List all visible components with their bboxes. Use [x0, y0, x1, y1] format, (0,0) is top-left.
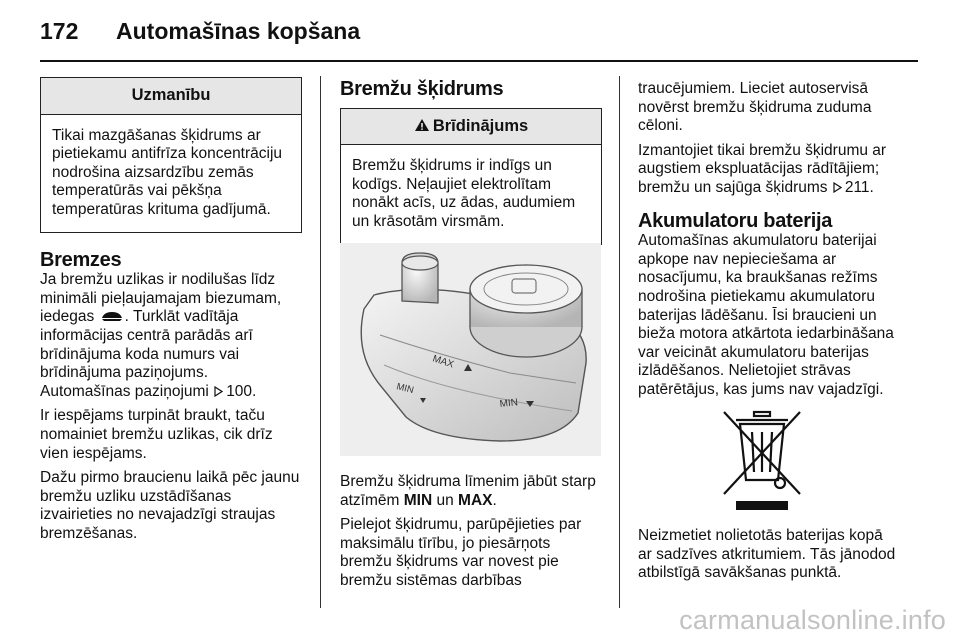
section-heading-brakes: Bremzes — [40, 248, 122, 271]
caution-text — [41, 115, 301, 232]
warning-title: Brīdinājums — [341, 109, 601, 146]
watermark: carmanualsonline.info — [679, 605, 946, 635]
warning-text — [341, 145, 601, 243]
column-divider — [320, 76, 321, 608]
column-2 — [340, 80, 602, 245]
text-line: temperatūrās vai pēkšņa — [52, 182, 222, 200]
crossed-out-wheelie-bin-icon — [718, 406, 806, 514]
paragraph: traucējumiem. Lieciet autoservisā novērst bremžu šķidruma zuduma cēloni. — [638, 80, 872, 135]
page-reference[interactable]: 211. — [844, 178, 874, 196]
paragraph: Izmantojiet tikai bremžu šķidrumu ar augstiem ekspluatācijas rādītājiem; bremžu un sajūga šķidrums 211. — [638, 141, 887, 196]
caution-title: Uzmanību — [41, 78, 301, 115]
page-reference[interactable]: 100. — [226, 382, 257, 400]
paragraph: Dažu pirmo braucienu laikā pēc jaunu bremžu uzliku uzstādīšanas izvairieties no nevajadzīgi straujas bremzēšanas. — [40, 469, 300, 542]
section-heading-brake-fluid: Bremžu šķidrums — [340, 78, 504, 100]
brake-pad-warning-icon — [101, 310, 123, 322]
warning-triangle-icon — [414, 118, 430, 132]
text-line: temperatūras krituma gadījumā. — [52, 200, 271, 218]
text-line: kodīgs. Neļaujiet elektrolītam — [352, 175, 552, 193]
paragraph: Neizmetiet nolietotās baterijas kopā ar sadzīves atkritumiem. Tās jānodod atbilstīgā savākšanas punktā. — [638, 527, 896, 582]
text-line: un krāsotām virsmām. — [352, 212, 505, 230]
text-line: Tikai mazgāšanas šķidrums ar — [52, 126, 261, 144]
text-line: nodrošina aizsardzību zemās — [52, 163, 254, 181]
header-rule — [40, 60, 918, 62]
paragraph: Pielejot šķidrumu, parūpējieties par maksimālu tīrību, jo piesārņots bremžu šķidrums var novest pie bremžu sistēmas darbības — [340, 516, 582, 589]
paragraph: Automašīnas akumulatoru baterijai apkope nav nepieciešama ar nosacījumu, ka braukšanas režīms nodrošina pietiekamu akumulatoru baterijas lādēšanu. Īsi braucieni un bieža motora atkārtota iedarbināšana var veicināt akumulatoru baterijas izlādēšanos. Nelietojiet strāvas patērētājus, kas jums nav vajadzīgi. — [638, 232, 894, 398]
min-mark-label: MIN — [395, 381, 415, 397]
column-3 — [638, 80, 913, 406]
column-divider — [619, 76, 620, 608]
text-line: Bremžu šķidrums ir indīgs un — [352, 157, 552, 175]
warning-box — [340, 108, 602, 245]
text-line: nonākt acīs, uz ādas, audumiem — [352, 194, 576, 212]
column-1 — [40, 77, 302, 549]
brake-fluid-reservoir-illustration — [340, 243, 601, 456]
column-2-lower — [340, 473, 608, 597]
paragraph: Ir iespējams turpināt braukt, taču nomainiet bremžu uzlikas, cik drīz vien iespējams. — [40, 407, 273, 462]
max-term: MAX — [458, 491, 493, 509]
max-mark-label: MAX — [431, 353, 456, 371]
page-title: Automašīnas kopšana — [116, 18, 361, 44]
text-line: pietiekamu antifrīza koncentrāciju — [52, 145, 283, 163]
section-heading-battery: Akumulatoru baterija — [638, 209, 833, 232]
column-3-lower — [638, 527, 913, 589]
reservoir-drawing — [340, 243, 601, 456]
min-mark-label: MIN — [499, 397, 519, 410]
page-number: 172 — [40, 18, 79, 44]
cross-reference-icon — [833, 182, 842, 193]
paragraph: Bremžu šķidruma līmenim jābūt starp atzīmēm MIN un MAX. — [340, 473, 596, 509]
caution-box — [40, 77, 302, 233]
min-term: MIN — [403, 491, 433, 509]
cross-reference-icon — [214, 386, 223, 397]
paragraph: Ja bremžu uzlikas ir nodilušas līdz minimāli pieļaujamajam biezumam, iedegas . Turklāt vadītāja informācijas centrā parādās arī brīdinājuma koda numurs vai brīdinājuma paziņojums. Automašīnas paziņojumi 100. — [40, 271, 282, 400]
page-header — [40, 18, 360, 45]
